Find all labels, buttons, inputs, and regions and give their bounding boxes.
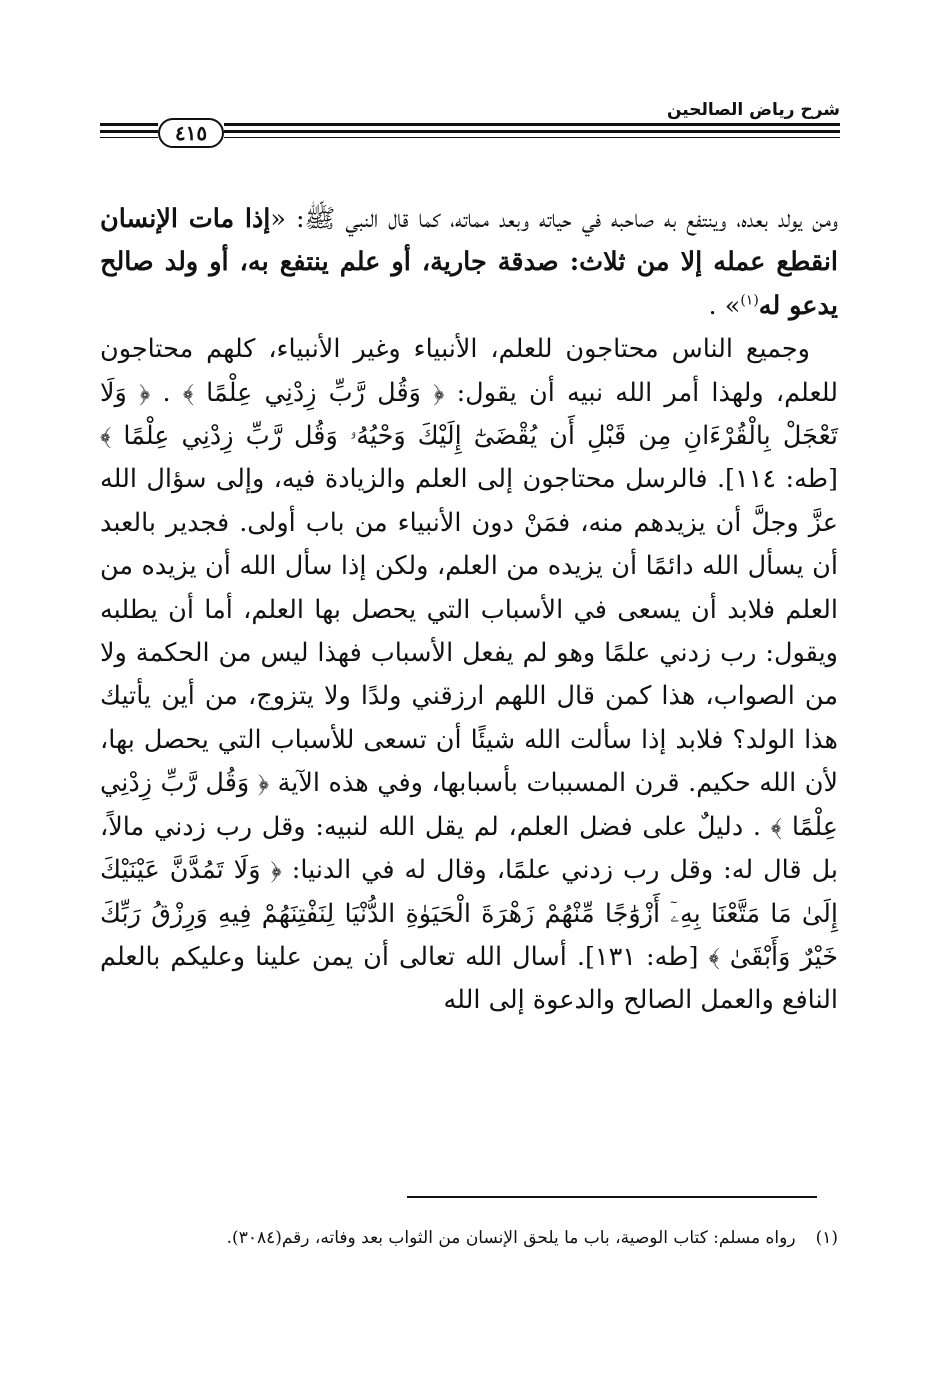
paragraph-2	[100, 328, 838, 1023]
footnote-separator	[407, 1196, 817, 1198]
paragraph-2-body: [طه: ١١٤]. فالرسل محتاجون إلى العلم والزيادة فيه، وإلى سؤال الله عزَّ وجلَّ أن يزيدهم منه، فمَنْ دون الأنبياء من باب أولى. فجدير بالعبد أن يسأل الله دائمًا أن يزيده من العلم، ولكن إذا سأل الله أن يزيده من العلم فلابد أن يسعى في الأسباب التي يحصل بها العلم، أما أن يطلبه ويقول: رب زدني علمًا وهو لم يفعل الأسباب فهذا ليس من الحكمة ولا من الصواب، هذا كمن قال اللهم ارزقني ولدًا ولا يتزوج، من أين يأتيك هذا الولد؟ فلابد إذا سألت الله شيئًا أن تسعى للأسباب التي يحصل بها، لأن الله حكيم. قرن المسببات بأسبابها، وفي هذه الآية	[100, 464, 838, 799]
header-rule-top-right	[224, 123, 840, 126]
paragraph-2-sep: .	[162, 377, 171, 408]
footnote-text: رواه مسلم: كتاب الوصية، باب ما يلحق الإنسان من الثواب بعد وفاته، رقم(٣٠٨٤).	[226, 1228, 796, 1248]
paragraph-1-intro: ومن يولد بعده، وينتفع به صاحبه في حياته وبعد مماته، كما قال النبي ﷺ: «	[270, 204, 838, 234]
footnote	[138, 1228, 838, 1248]
quran-verse-1: ﴿ وَقُل رَّبِّ زِدْنِي عِلْمًا ﴾	[182, 377, 445, 408]
paragraph-1	[100, 198, 838, 328]
header-rule-bottom-right	[224, 137, 840, 138]
page-number: ٤١٥	[158, 118, 224, 148]
quran-verse-4: ﴿ وَلَا تَمُدَّنَّ عَيْنَيْكَ إِلَىٰ مَا مَتَّعْنَا بِهِۦٓ أَزْوَٰجًا مِّنْهُمْ زَهْرَةَ الْحَيَوٰةِ الدُّنْيَا لِنَفْتِنَهُمْ فِيهِ وَرِزْقُ رَبِّكَ خَيْرٌ وَأَبْقَىٰ ﴾	[100, 855, 838, 972]
header-rule-mid-left	[100, 130, 158, 133]
footnote-number: (١)	[815, 1228, 838, 1248]
quran-verse-2: ﴿ وَلَا تَعْجَلْ بِالْقُرْءَانِ مِن قَبْلِ أَن يُقْضَىٰٓ إِلَيْكَ وَحْيُهُۥ وَقُل رَّبِّ زِدْنِي عِلْمًا ﴾	[100, 377, 838, 452]
paragraph-2-continued: . دليلٌ على فضل العلم، لم يقل الله لنبيه: وقل رب زدني مالاً، بل قال له: وقل رب زدني علمًا، وقال له في الدنيا:	[100, 811, 838, 886]
header-rule-mid-right	[224, 130, 840, 133]
hadith-quote: إذا مات الإنسان انقطع عمله إلا من ثلاث: صدقة جارية، أو علم ينتفع به، أو ولد صالح يدعو له	[100, 204, 838, 321]
footnote-reference[interactable]: (١)	[740, 292, 759, 309]
main-text	[100, 198, 838, 1023]
book-title: شرح رياض الصالحين	[666, 100, 840, 120]
header-rule-bottom-left	[100, 137, 158, 138]
header-rule-top-left	[100, 123, 158, 126]
page-header	[100, 100, 840, 150]
paragraph-2-intro: وجميع الناس محتاجون للعلم، الأنبياء وغير الأنبياء، كلهم محتاجون للعلم، ولهذا أمر الله نبيه أن يقول:	[100, 334, 838, 408]
paragraph-2-end: [طه: ١٣١]. أسال الله تعالى أن يمن علينا وعليكم بالعلم النافع والعمل الصالح والدعوة إلى الله	[100, 941, 838, 1016]
paragraph-1-end: » .	[708, 290, 741, 321]
quran-verse-3: ﴿ وَقُل رَّبِّ زِدْنِي عِلْمًا ﴾	[100, 768, 838, 842]
